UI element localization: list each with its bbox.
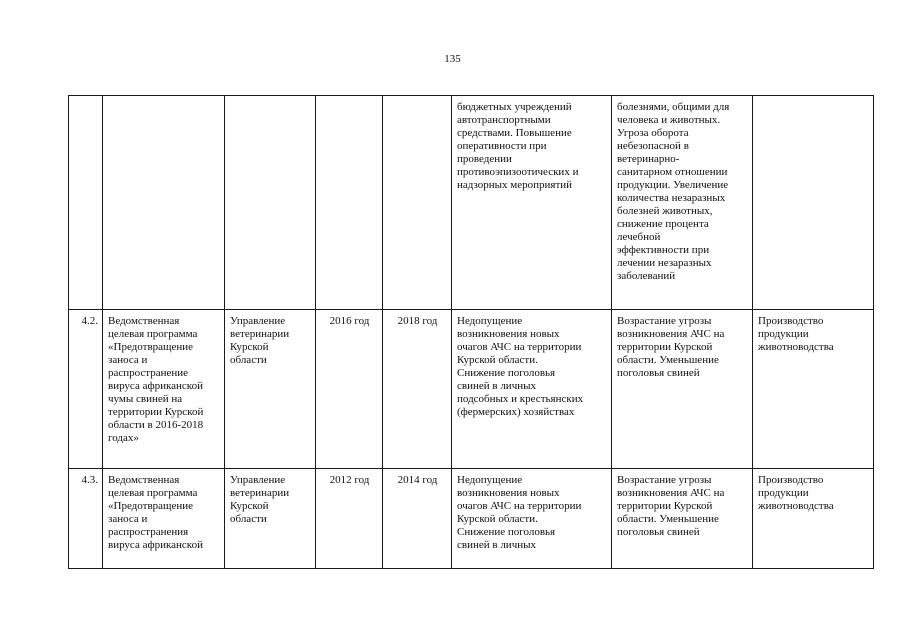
table-row-4-2 [69, 310, 874, 469]
program-name [103, 96, 225, 310]
executor: Управление ветеринарии Курской области [225, 469, 316, 569]
expected-result: бюджетных учреждений автотранспортными средствами. Повышение оперативности при проведении противоэпизоотических и надзорных мероприятий [452, 96, 612, 310]
row-number: 4.3. [69, 469, 103, 569]
program-name: Ведомственная целевая программа «Предотвращение заноса и распространение вируса африканской чумы свиней на территории Курской области в 2016-2018 годах» [103, 310, 225, 469]
page-number: 135 [444, 53, 461, 65]
end-year [383, 96, 452, 310]
row-number [69, 96, 103, 310]
row-number: 4.2. [69, 310, 103, 469]
table-row-4-3 [69, 469, 874, 569]
end-year: 2014 год [383, 469, 452, 569]
program-table [68, 95, 874, 569]
start-year: 2016 год [316, 310, 383, 469]
expected-result: Недопущение возникновения новых очагов АЧС на территории Курской области. Снижение поголовья свиней в личных подсобных и крестьянских (фермерских) хозяйствах [452, 310, 612, 469]
program-name: Ведомственная целевая программа «Предотвращение заноса и распространения вируса африканской [103, 469, 225, 569]
expected-result: Недопущение возникновения новых очагов АЧС на территории Курской области. Снижение поголовья свиней в личных [452, 469, 612, 569]
consequence: болезнями, общими для человека и животных. Угроза оборота небезопасной в ветеринарно- санитарном отношении продукции. Увеличение количества незаразных болезней животных, снижение процента лечебной эффективности при лечении незаразных заболеваний [612, 96, 753, 310]
consequence: Возрастание угрозы возникновения АЧС на территории Курской области. Уменьшение поголовья свиней [612, 310, 753, 469]
link-to-indicators: Производство продукции животноводства [753, 310, 874, 469]
table-row-continuation [69, 96, 874, 310]
start-year: 2012 год [316, 469, 383, 569]
consequence: Возрастание угрозы возникновения АЧС на территории Курской области. Уменьшение поголовья свиней [612, 469, 753, 569]
link-to-indicators: Производство продукции животноводства [753, 469, 874, 569]
executor: Управление ветеринарии Курской области [225, 310, 316, 469]
end-year: 2018 год [383, 310, 452, 469]
link-to-indicators [753, 96, 874, 310]
executor [225, 96, 316, 310]
start-year [316, 96, 383, 310]
